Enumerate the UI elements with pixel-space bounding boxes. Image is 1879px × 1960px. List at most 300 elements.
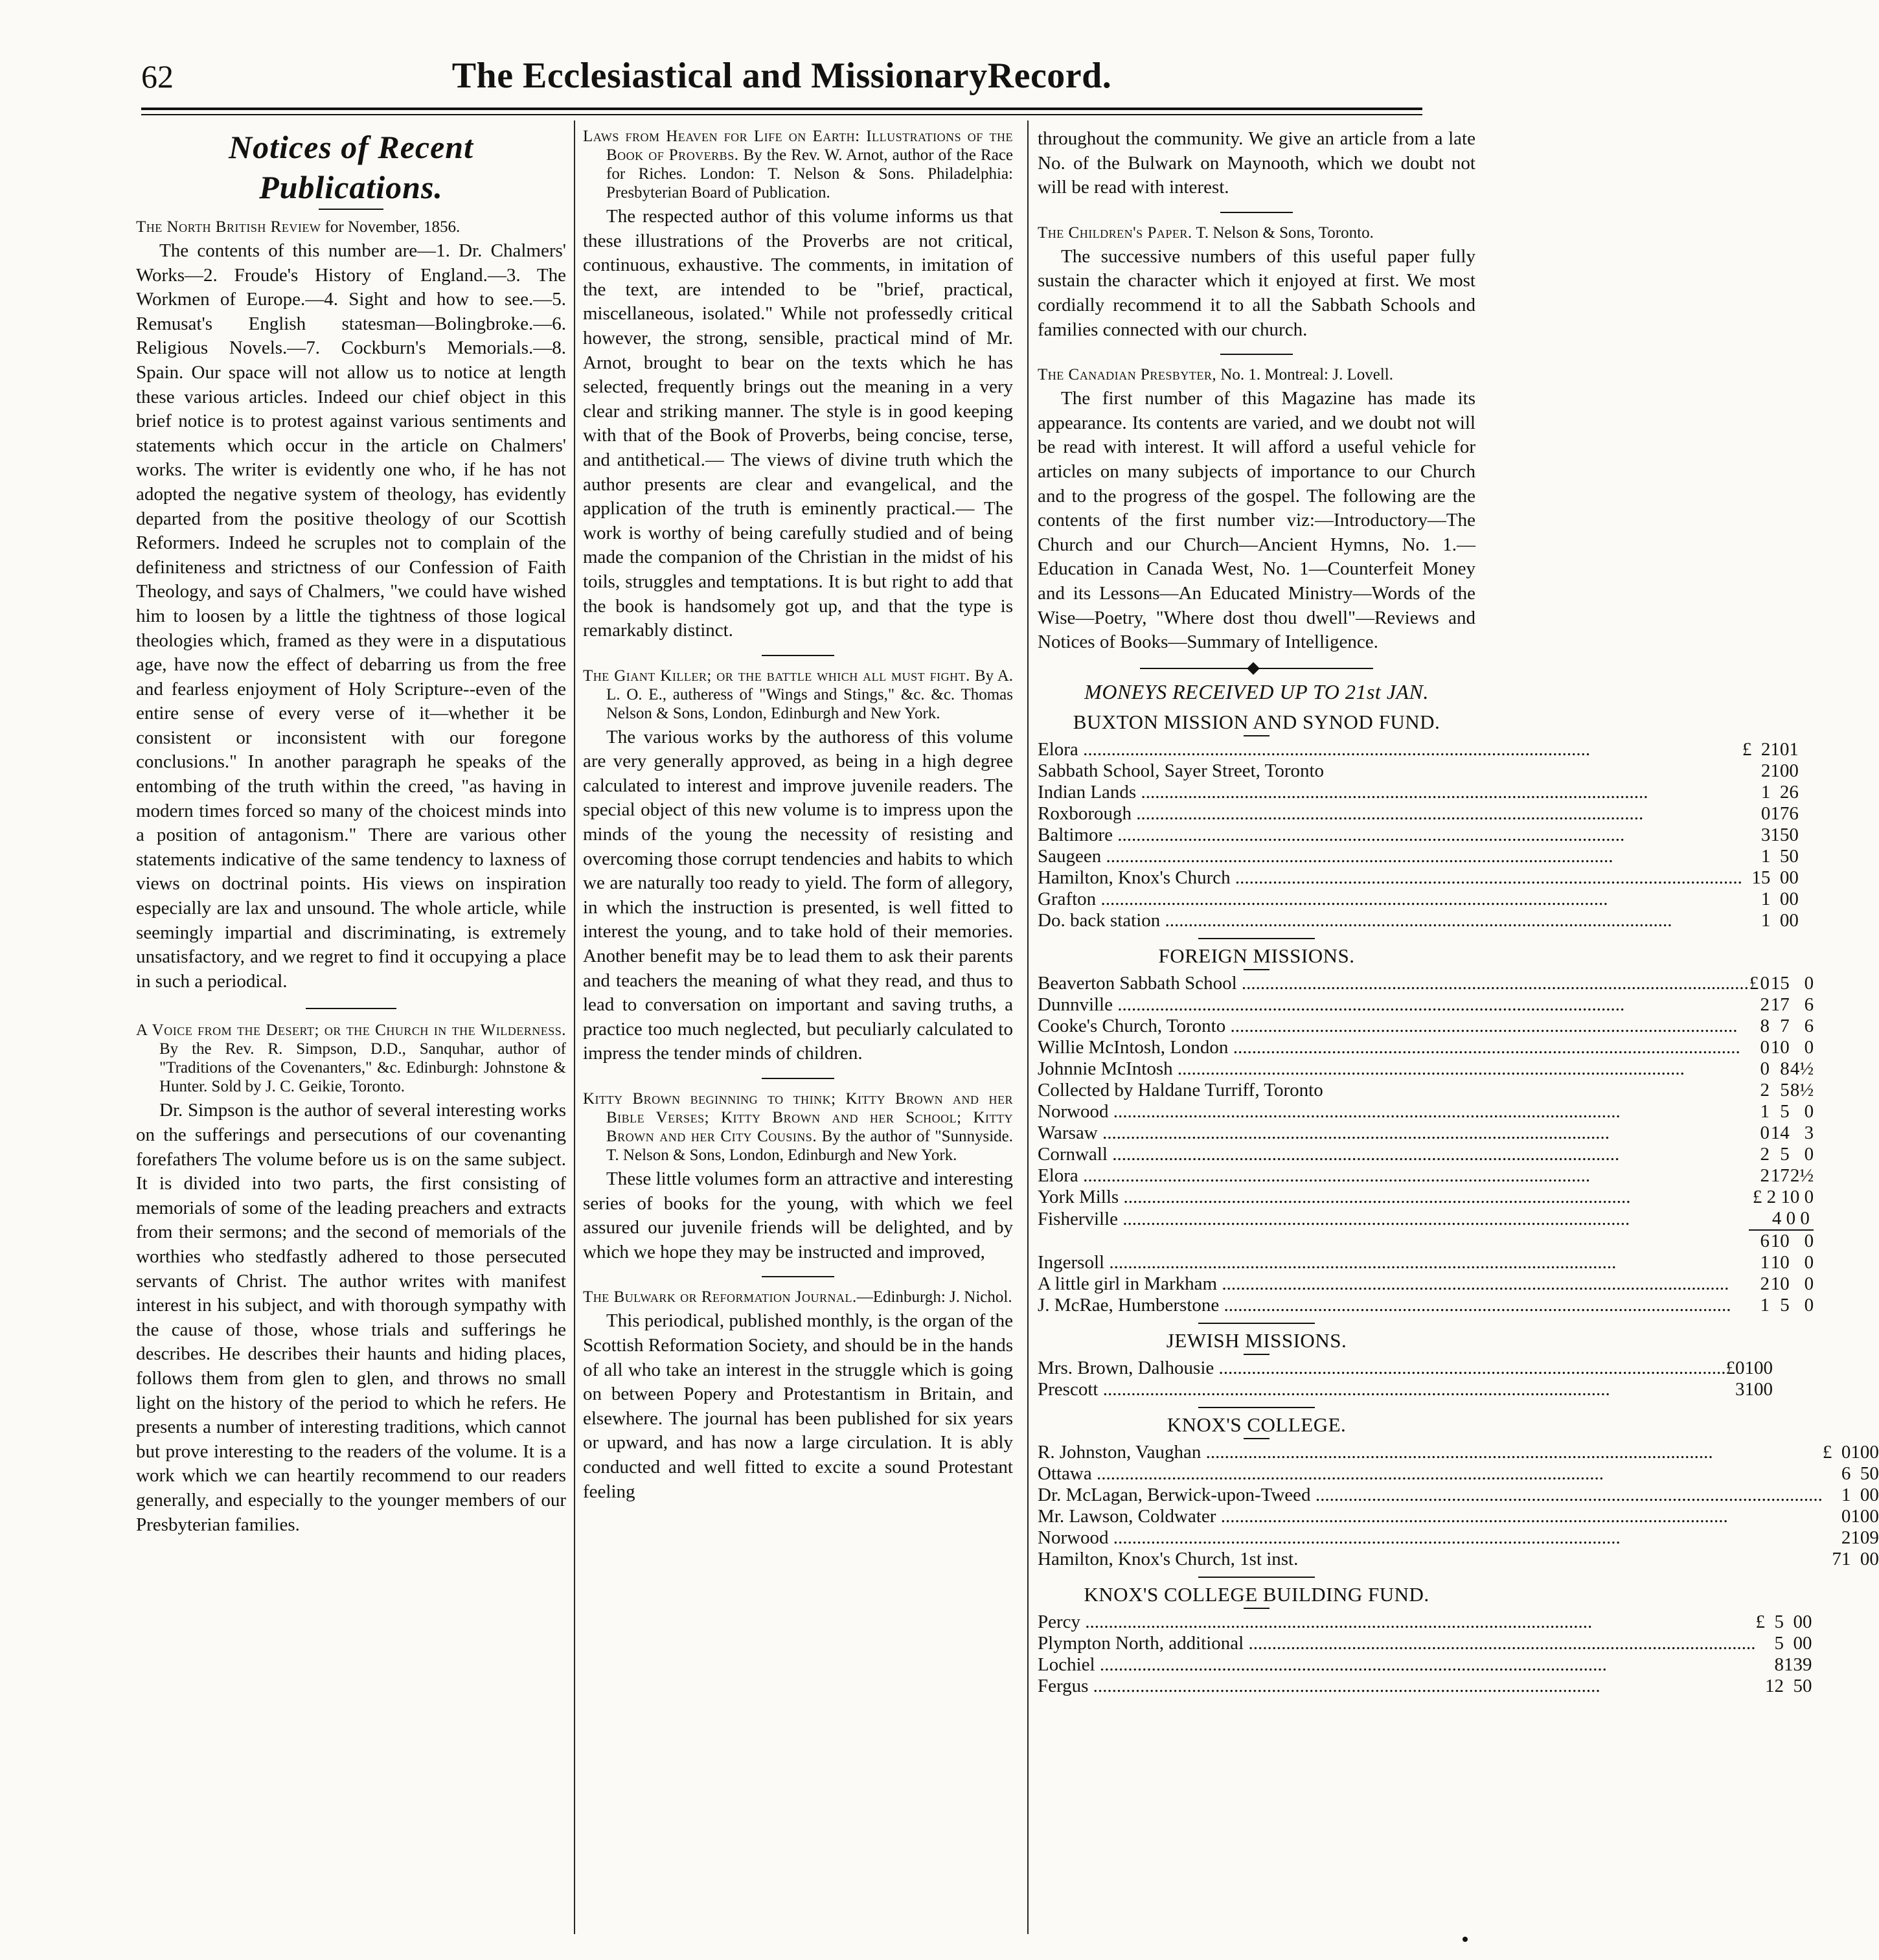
subentry-amount: 4 0 0 xyxy=(1771,1207,1810,1229)
ledger-name xyxy=(1038,1122,1749,1144)
ledger-name-text: R. Johnston, Vaughan xyxy=(1038,1441,1201,1463)
dot-leader xyxy=(1136,782,1648,803)
dot-leader xyxy=(1214,1358,1725,1378)
ledger-shillings: 15 xyxy=(1770,972,1790,994)
ledger-pence: 6 xyxy=(1789,803,1799,824)
subtotal-spacer xyxy=(1038,1230,1749,1252)
dot-leader xyxy=(1173,1058,1685,1079)
ledger-pounds: 2 xyxy=(1760,1143,1770,1165)
ledger-pence: 0 xyxy=(1789,760,1799,781)
ledger-shillings: 5 xyxy=(1779,845,1790,867)
dot-leader xyxy=(1101,846,1613,867)
ledger-pounds: 2 xyxy=(1760,760,1771,781)
fund-title-rule xyxy=(1244,1608,1270,1609)
continued-text: throughout the community. We give an article from a late No. of the Bulwark on Maynooth, which we doubt not will be read with interest. xyxy=(1038,128,1475,198)
notice-heading xyxy=(1038,365,1475,384)
separator-rule xyxy=(1198,938,1315,939)
ledger-name xyxy=(1038,994,1749,1016)
ledger-name-text: Mrs. Brown, Dalhousie xyxy=(1038,1357,1214,1378)
ledger-shillings: 17 xyxy=(1770,1165,1790,1186)
ledger-currency: £ xyxy=(1725,1357,1736,1378)
notice-laws-from-heaven xyxy=(583,127,1013,643)
ledger-name xyxy=(1038,1654,1755,1676)
separator-rule xyxy=(762,1276,834,1277)
ledger-pounds: 5 xyxy=(1774,1611,1784,1632)
ledger-pence: 6 xyxy=(1804,994,1814,1015)
ledger-name xyxy=(1038,739,1742,760)
ledger-pence: 0 xyxy=(1789,909,1799,931)
ledger-row xyxy=(1038,1612,1812,1633)
ledger-row xyxy=(1038,739,1799,760)
notice-heading xyxy=(583,127,1013,202)
ledger-pounds: 8 xyxy=(1774,1654,1784,1675)
dot-leader xyxy=(1231,867,1742,888)
subentry-label: Fisherville xyxy=(1038,1208,1119,1229)
notice-north-british-review xyxy=(136,218,566,994)
ledger-shillings: 5 xyxy=(1860,1463,1870,1484)
ledger-pounds: 0 xyxy=(1841,1505,1851,1527)
ledger-row xyxy=(1038,889,1799,910)
ledger-name xyxy=(1038,1358,1726,1379)
ledger-body xyxy=(1038,973,1814,1187)
ledger-currency xyxy=(1749,1273,1759,1295)
ledger-pounds: 2 xyxy=(1760,1165,1770,1186)
ledger-name-text: A little girl in Markham xyxy=(1038,1273,1218,1294)
ledger-shillings: 8 xyxy=(1780,1058,1790,1079)
ledger-pounds: 0 xyxy=(1760,1122,1770,1143)
dot-leader xyxy=(1078,1165,1590,1186)
subtotal-pounds: 6 xyxy=(1759,1230,1770,1252)
ledger-name-text: J. McRae, Humberstone xyxy=(1038,1294,1220,1316)
ledger-pounds: 1 xyxy=(1760,888,1771,909)
ledger-name-text: Cooke's Church, Toronto xyxy=(1038,1015,1226,1036)
ledger-currency xyxy=(1749,1037,1759,1058)
separator-rule xyxy=(1198,1407,1315,1408)
ledger-name xyxy=(1038,1273,1749,1295)
ledger-name-text: Ingersoll xyxy=(1038,1251,1105,1273)
notice-voice-from-desert xyxy=(136,1021,566,1537)
ledger-name xyxy=(1038,1633,1755,1654)
ledger-currency xyxy=(1742,910,1752,931)
notice-publication-info: —Edinburgh: J. Nichol. xyxy=(856,1288,1012,1306)
column-divider-1 xyxy=(574,120,575,1934)
ledger-name xyxy=(1038,760,1742,782)
ledger-name-text: Elora xyxy=(1038,1165,1078,1186)
section-title: Notices of Recent Publications. xyxy=(228,129,473,205)
ledger-currency xyxy=(1742,803,1752,825)
notice-body: The successive numbers of this useful paper fully sustain the character which it enjoyed at first. We most cordially recommend it to all the Sabbath Schools and families connected with our church. xyxy=(1038,245,1475,340)
dot-leader xyxy=(1237,973,1749,994)
ledger-pence: 4½ xyxy=(1790,1058,1814,1079)
ledger-shillings: 5 xyxy=(1780,1100,1790,1122)
ledger-name-text: Roxborough xyxy=(1038,803,1132,824)
ledger-shillings: 17 xyxy=(1770,994,1790,1015)
ledger-row xyxy=(1038,994,1814,1016)
notice-heading xyxy=(583,667,1013,723)
fund-title: KNOX'S COLLEGE. xyxy=(1167,1413,1347,1436)
dot-leader xyxy=(1132,803,1643,824)
ledger-pence: 0 xyxy=(1804,1100,1814,1122)
ledger-row xyxy=(1038,1080,1814,1101)
subentry-label: York Mills xyxy=(1038,1186,1119,1207)
header-rule-thick xyxy=(141,108,1422,110)
dot-leader xyxy=(1244,1633,1755,1654)
ledger-shillings: 10 xyxy=(1770,1036,1790,1058)
ledger-pence: 0 xyxy=(1804,1251,1814,1273)
ledger-name xyxy=(1038,1485,1823,1506)
ledger-row xyxy=(1038,1058,1814,1080)
ledger-currency xyxy=(1749,1080,1759,1101)
ledger-row xyxy=(1038,1549,1879,1570)
ledger-pounds: 0 xyxy=(1760,1058,1770,1079)
dot-leader xyxy=(1098,1379,1610,1400)
ledger-pounds: 2 xyxy=(1760,738,1771,760)
dot-leader xyxy=(1119,1187,1630,1207)
ledger-currency xyxy=(1742,760,1752,782)
ledger-pounds: 15 xyxy=(1751,867,1771,888)
notice-title: Laws from Heaven for Life on Earth: Illustrations of the Book of Proverbs. xyxy=(583,128,1013,164)
ledger-pounds: 2 xyxy=(1760,1079,1770,1100)
dot-leader xyxy=(1104,1252,1616,1273)
ledger-pounds: 71 xyxy=(1832,1548,1851,1569)
ledger-row xyxy=(1038,1506,1879,1527)
ledger-pence: 9 xyxy=(1869,1527,1879,1548)
ledger-row xyxy=(1038,760,1799,782)
ledger-currency xyxy=(1749,1295,1759,1316)
running-title: The Ecclesiastical and MissionaryRecord. xyxy=(451,56,1112,96)
ledger-pence: 0 xyxy=(1763,1357,1773,1378)
ledger-pence: 0 xyxy=(1869,1441,1879,1463)
ledger-body xyxy=(1038,1252,1814,1316)
notice-publication-info: By A. L. O. E., autheress of "Wings and Stings," &c. &c. Thomas Nelson & Sons, London, Edinburgh and New York. xyxy=(606,667,1013,722)
fund-title-rule xyxy=(1244,735,1270,736)
ledger-row xyxy=(1038,1442,1879,1463)
ledger-pence: 0 xyxy=(1804,1273,1814,1294)
column-2 xyxy=(583,127,1013,1504)
separator-rule xyxy=(306,1008,396,1009)
ledger-shillings: 0 xyxy=(1779,888,1790,909)
ledger-shillings: 0 xyxy=(1793,1611,1803,1632)
ledger-pounds: 0 xyxy=(1760,1036,1770,1058)
ledger-pence: 0 xyxy=(1763,1378,1773,1400)
separator-rule xyxy=(762,655,834,656)
ledger-shillings: 5 xyxy=(1780,1294,1790,1316)
notice-publication-info: for November, 1856. xyxy=(321,218,461,236)
ledger-currency xyxy=(1726,1379,1736,1400)
ledger-row xyxy=(1038,1379,1773,1400)
ledger-subentry-row xyxy=(1038,1208,1814,1230)
notice-childrens-paper xyxy=(1038,223,1475,342)
ledger-row xyxy=(1038,1273,1814,1295)
dot-leader xyxy=(1080,1612,1592,1632)
stray-ink-dot xyxy=(1463,1937,1468,1942)
fund-buxton-mission xyxy=(1038,709,1799,931)
ledger-pounds: 5 xyxy=(1774,1632,1784,1654)
notice-giant-killer xyxy=(583,667,1013,1066)
column-1 xyxy=(136,127,566,1537)
ledger-name-text: Baltimore xyxy=(1038,824,1113,845)
ledger-pounds: 1 xyxy=(1760,845,1771,867)
ledger-shillings: 0 xyxy=(1860,1548,1870,1569)
ledger-row xyxy=(1038,1295,1814,1316)
column-3 xyxy=(1038,127,1879,1697)
dot-leader xyxy=(1098,1122,1610,1143)
ledger-name-text: Hamilton, Knox's Church xyxy=(1038,867,1231,888)
ledger-name xyxy=(1038,1612,1755,1633)
ledger-currency xyxy=(1749,1252,1759,1273)
ledger-pounds: 12 xyxy=(1764,1675,1784,1696)
fund-title: JEWISH MISSIONS. xyxy=(1166,1328,1347,1352)
ledger-name-text: Warsaw xyxy=(1038,1122,1098,1143)
notice-heading xyxy=(136,1021,566,1096)
ledger-pounds: 6 xyxy=(1841,1463,1851,1484)
ledger-pence: 0 xyxy=(1789,888,1799,909)
ledger-currency xyxy=(1749,1058,1759,1080)
ledger-currency xyxy=(1749,1165,1759,1187)
ledger-pence: 0 xyxy=(1804,1036,1814,1058)
dot-leader xyxy=(1113,994,1624,1015)
dot-leader xyxy=(1228,1037,1740,1058)
dot-leader xyxy=(1108,1144,1619,1165)
ledger-table xyxy=(1038,739,1799,931)
ledger-shillings: 10 xyxy=(1851,1441,1870,1463)
ledger-subtotal-row xyxy=(1038,1230,1814,1252)
ledger-pounds: 1 xyxy=(1760,1251,1770,1273)
ledger-row xyxy=(1038,1463,1879,1485)
ledger-pence: 1 xyxy=(1789,738,1799,760)
ledger-shillings: 5 xyxy=(1780,1079,1790,1100)
ledger-pounds: 2 xyxy=(1841,1527,1851,1548)
ledger-currency xyxy=(1755,1654,1765,1676)
ledger-pounds: 0 xyxy=(1760,972,1770,994)
notice-title: A Voice from the Desert; or the Church in the Wilderness. xyxy=(136,1021,566,1040)
notice-title: The North British Review xyxy=(136,218,321,236)
dot-leader xyxy=(1109,1527,1621,1548)
ledger-currency xyxy=(1755,1633,1765,1654)
ledger-name-text: Collected by Haldane Turriff, Toronto xyxy=(1038,1079,1323,1100)
ledger-name xyxy=(1038,1527,1823,1549)
fund-knoxs-college xyxy=(1038,1412,1879,1570)
ledger-currency xyxy=(1749,1101,1759,1122)
ledger-row xyxy=(1038,973,1814,994)
separator-rule xyxy=(1198,1577,1315,1578)
ledger-pounds: 2 xyxy=(1760,1273,1770,1294)
ledger-currency xyxy=(1749,994,1759,1016)
ledger-name xyxy=(1038,1506,1823,1527)
ledger-row xyxy=(1038,1101,1814,1122)
ledger-row xyxy=(1038,1165,1814,1187)
ledger-name-text: Hamilton, Knox's Church, 1st inst. xyxy=(1038,1548,1299,1569)
notice-body: This periodical, published monthly, is the organ of the Scottish Reformation Society, and should be in the hands of all who take an interest in the struggle which is going on between Popery and Protestantism in Britain, and elsewhere. The journal has been published for six years or upward, and has now a large circulation. It is ably conducted and well fitted to excite a sound Protestant feeling xyxy=(583,1310,1013,1502)
ledger-row xyxy=(1038,867,1799,889)
notice-publication-info: No. 1. Montreal: J. Lovell. xyxy=(1216,366,1393,384)
ledger-pence: 0 xyxy=(1789,824,1799,845)
ledger-row xyxy=(1038,1144,1814,1165)
ledger-shillings: 7 xyxy=(1780,1015,1790,1036)
ledger-name xyxy=(1038,1676,1755,1697)
ledger-row xyxy=(1038,782,1799,803)
ledger-currency xyxy=(1749,1122,1759,1144)
ledger-name xyxy=(1038,1058,1749,1080)
ledger-pounds: 3 xyxy=(1735,1378,1745,1400)
ledger-table xyxy=(1038,1358,1773,1400)
notice-title: The Canadian Presbyter, xyxy=(1038,366,1217,384)
column-divider-2 xyxy=(1027,120,1029,1934)
ledger-currency: £ xyxy=(1742,738,1752,760)
fund-title: BUXTON MISSION AND SYNOD FUND. xyxy=(1073,710,1441,733)
ledger-pence: 0 xyxy=(1804,1143,1814,1165)
ledger-pence: 2½ xyxy=(1790,1165,1814,1186)
notice-bulwark xyxy=(583,1288,1013,1504)
ledger-currency xyxy=(1823,1549,1832,1570)
dot-leader xyxy=(1311,1485,1823,1505)
ledger-name-text: Prescott xyxy=(1038,1378,1099,1400)
ledger-shillings: 5 xyxy=(1780,1143,1790,1165)
ledger-name-text: Johnnie McIntosh xyxy=(1038,1058,1173,1079)
notice-publication-info: By the author of "Sunnyside. T. Nelson & Sons, London, Edinburgh and New York. xyxy=(606,1128,1013,1164)
fund-knoxs-college-building xyxy=(1038,1582,1812,1697)
ledger-name-text: Cornwall xyxy=(1038,1143,1108,1165)
ledger-pounds: 1 xyxy=(1760,781,1771,803)
ledger-pence: 0 xyxy=(1869,1548,1879,1569)
ledger-pounds: 1 xyxy=(1760,1294,1770,1316)
fund-title-rule xyxy=(1244,1438,1270,1439)
ledger-subentry-row xyxy=(1038,1187,1814,1208)
ledger-name-text: Percy xyxy=(1038,1611,1081,1632)
ledger-pounds: 1 xyxy=(1841,1484,1851,1505)
dot-leader xyxy=(1078,739,1590,760)
notice-heading xyxy=(583,1288,1013,1306)
fund-foreign-missions xyxy=(1038,943,1814,1316)
ledger-currency xyxy=(1823,1527,1832,1549)
dot-leader xyxy=(1088,1676,1600,1696)
ledger-row xyxy=(1038,1676,1812,1697)
ledger-row xyxy=(1038,1654,1812,1676)
notice-title: The Bulwark or Reformation Journal. xyxy=(583,1288,857,1306)
ledger-pence: 0 xyxy=(1789,867,1799,888)
ledger-name xyxy=(1038,1379,1726,1400)
notice-title: Kitty Brown beginning to think; Kitty Brown and her Bible Verses; Kitty Brown and her School; Kitty Brown and her City Cousins. xyxy=(583,1090,1013,1145)
ledger-name-text: Sabbath School, Sayer Street, Toronto xyxy=(1038,760,1325,781)
ledger-name xyxy=(1038,1144,1749,1165)
ledger-pounds: 8 xyxy=(1760,1015,1770,1036)
ledger-name-text: Do. back station xyxy=(1038,909,1161,931)
ledger-currency: £ xyxy=(1822,1441,1832,1463)
dot-leader xyxy=(1118,1209,1630,1229)
notice-title: The Children's Paper. xyxy=(1038,223,1192,242)
ledger-row xyxy=(1038,1016,1814,1037)
ledger-shillings: 10 xyxy=(1770,1251,1790,1273)
ledger-name xyxy=(1038,1037,1749,1058)
ledger-name-text: Fergus xyxy=(1038,1675,1089,1696)
separator-rule xyxy=(1198,1323,1315,1324)
ledger-name xyxy=(1038,782,1742,803)
ledger-name-text: Beaverton Sabbath School xyxy=(1038,972,1237,994)
ledger-currency xyxy=(1749,1144,1759,1165)
dot-leader xyxy=(1219,1295,1731,1316)
dot-leader xyxy=(1095,1654,1607,1675)
ledger-row xyxy=(1038,1122,1814,1144)
ledger-shillings: 2 xyxy=(1779,781,1790,803)
ledger-table xyxy=(1038,1612,1812,1697)
ledger-shillings: 0 xyxy=(1779,909,1790,931)
fund-title-rule xyxy=(1244,1354,1270,1355)
ledger-currency xyxy=(1742,889,1752,910)
ledger-pounds: 0 xyxy=(1760,803,1771,824)
fund-title: FOREIGN MISSIONS. xyxy=(1158,944,1355,967)
fund-title: KNOX'S COLLEGE BUILDING FUND. xyxy=(1084,1582,1429,1606)
ledger-subentries xyxy=(1038,1187,1814,1252)
ledger-name-text: Indian Lands xyxy=(1038,781,1137,803)
ledger-shillings: 15 xyxy=(1770,824,1790,845)
ledger-name-text: Norwood xyxy=(1038,1527,1109,1548)
ledger-row xyxy=(1038,1485,1879,1506)
ledger-pence: 0 xyxy=(1869,1463,1879,1484)
ledger-row xyxy=(1038,803,1799,825)
ledger-body xyxy=(1038,739,1799,931)
ledger-pence: 0 xyxy=(1869,1484,1879,1505)
notice-body: The contents of this number are—1. Dr. Chalmers' Works—2. Froude's History of England.—3. The Workmen of Europe.—4. Sight and how to see.—5. Remusat's English statesman—Bolingbroke.—6. Religious Novels.—7. Cockburn's Memorials.—8. Spain. Our space will not allow us to notice at length these various articles. Indeed our chief object in this brief notice is to protest against various sentiments and statements which occur in the article on Chalmers' works. The writer is evidently one who, if he has not adopted the negative system of theology, has evidently departed from the positive theology of our Scottish Reformers. Indeed he scruples not to complain of the definiteness and strictness of our Confession of Faith Theology, and says of Chalmers, "we could have wished him to loosen by a little the tightness of those logical theologies which, framed as they were in a disputatious age, have now the effect of debarring us from the free and fearless enjoyment of Holy Scripture--even of the entire sense of every verse of it—whether it be consistent or inconsistent with our foregone conclusions." In another paragraph he speaks of the entombing of the truth within the creed, "as having in modern times forced so many of the choicest minds into a position of antagonism." There are various other statements indicative of the same tendency to laxness of views on doctrinal points. His views on inspiration especially are lax and unsound. The whole article, while seemingly impartial and discriminating, is extremely unsatisfactory, and we regret to find it occupying a place in such a periodical. xyxy=(136,240,566,992)
dot-leader xyxy=(1225,1016,1737,1036)
ledger-name-text: Plympton North, additional xyxy=(1038,1632,1244,1654)
separator-rule xyxy=(1220,212,1293,213)
notice-body: The first number of this Magazine has made its appearance. Its contents are varied, and we doubt not will be read with interest. It will afford a useful vehicle for articles on many subjects of importance to our Church and to the progress of the gospel. The following are the contents of the first number viz:—Introductory—The Church and our Church—Ancient Hymns, No. 1.—Education in Canada West, No. 1—Counterfeit Money and its Lessons—An Educated Ministry—Words of the Wise—Poetry, "Where dost thou dwell"—Reviews and Notices of Books—Summary of Intelligence. xyxy=(1038,388,1475,653)
ledger-pence: 6 xyxy=(1789,781,1799,803)
ledger-name xyxy=(1038,1463,1823,1485)
ledger-currency xyxy=(1823,1463,1832,1485)
moneys-received-heading: MONEYS RECEIVED UP TO 21st JAN. xyxy=(1084,679,1429,703)
ledger-pence: 0 xyxy=(1869,1505,1879,1527)
ledger-name xyxy=(1038,1101,1749,1122)
ledger-pence: 0 xyxy=(1802,1632,1812,1654)
dot-leader xyxy=(1201,1442,1713,1463)
ledger-shillings: 10 xyxy=(1851,1505,1870,1527)
ledger-name-text: Mr. Lawson, Coldwater xyxy=(1038,1505,1216,1527)
ledger-name-text: Norwood xyxy=(1038,1100,1109,1122)
ledger-currency: £ xyxy=(1755,1611,1765,1632)
notice-heading xyxy=(583,1089,1013,1165)
ledger-name xyxy=(1038,846,1742,867)
ledger-pounds: 3 xyxy=(1760,824,1771,845)
ledger-currency xyxy=(1823,1485,1832,1506)
notice-publication-info: By the Rev. W. Arnot, author of the Race for Riches. London: T. Nelson & Sons. Philadelphia: Presbyterian Board of Publication. xyxy=(606,146,1014,201)
ledger-shillings: 10 xyxy=(1851,1527,1870,1548)
notice-heading xyxy=(136,218,566,236)
ledger-name xyxy=(1038,1295,1749,1316)
ledger-row xyxy=(1038,1527,1879,1549)
title-underline xyxy=(319,209,383,210)
ledger-pounds: 1 xyxy=(1760,1100,1770,1122)
ledger-currency xyxy=(1755,1676,1765,1697)
ledger-name xyxy=(1038,889,1742,910)
dot-leader xyxy=(1109,1101,1621,1122)
ledger-body xyxy=(1038,1612,1812,1697)
ledger-name xyxy=(1038,867,1742,889)
notice-canadian-presbyter xyxy=(1038,365,1475,655)
dot-leader xyxy=(1092,1463,1604,1484)
ledger-row xyxy=(1038,825,1799,846)
ledger-pence: 3 xyxy=(1804,1122,1814,1143)
ledger-name xyxy=(1038,1165,1749,1187)
ledger-shillings: 0 xyxy=(1860,1484,1870,1505)
ledger-name xyxy=(1038,1016,1749,1037)
ledger-table xyxy=(1038,1442,1879,1570)
ledger-pence: 0 xyxy=(1789,845,1799,867)
ledger-row xyxy=(1038,1358,1773,1379)
ledger-currency xyxy=(1742,846,1752,867)
ledger-name-text: Willie McIntosh, London xyxy=(1038,1036,1229,1058)
ledger-name-text: Saugeen xyxy=(1038,845,1102,867)
